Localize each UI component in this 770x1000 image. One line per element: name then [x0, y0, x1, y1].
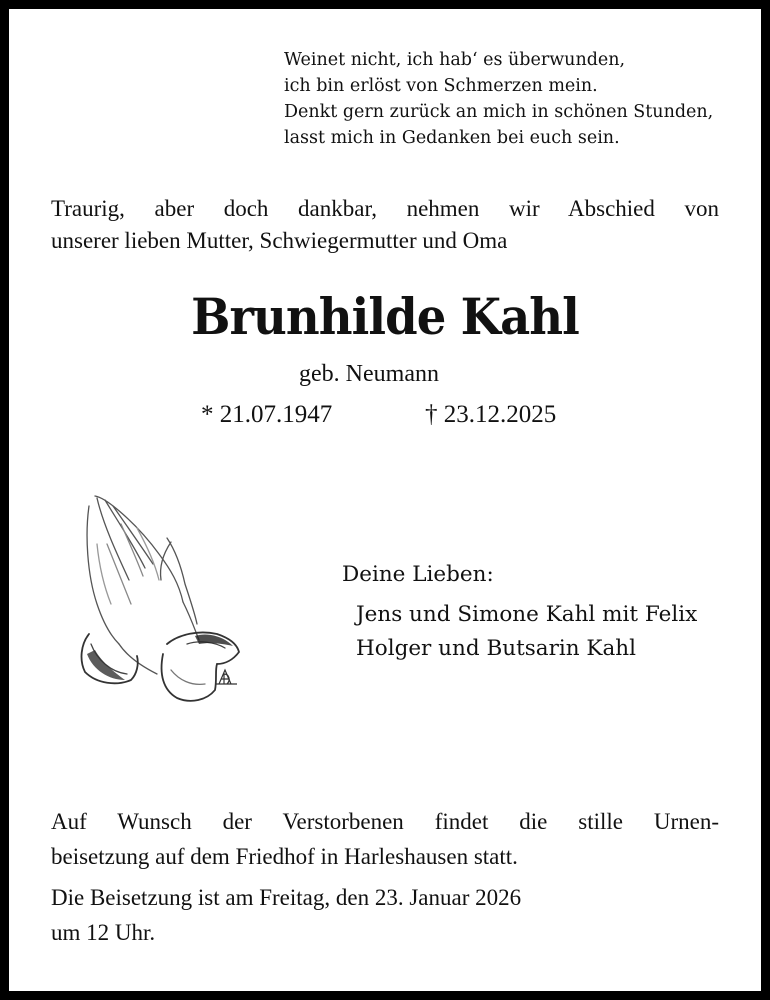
praying-hands-icon [67, 484, 257, 714]
mourner-name: Holger und Butsarin Kahl [356, 636, 637, 661]
closing-line: beisetzung auf dem Friedhof in Harleshausen statt. [51, 844, 518, 869]
burial-line: um 12 Uhr. [51, 920, 156, 945]
mourners-heading: Deine Lieben: [342, 562, 494, 587]
poem-line: Denkt gern zurück an mich in schönen Stunden, [284, 102, 714, 122]
intro-line: unserer lieben Mutter, Schwiegermutter und Oma [51, 228, 508, 253]
closing-line: Auf Wunsch der Verstorbenen findet die stille Urnen- [51, 809, 719, 834]
poem-line: Weinet nicht, ich hab‘ es überwunden, [284, 50, 626, 70]
maiden-name: geb. Neumann [299, 361, 439, 387]
birth-date: * 21.07.1947 [201, 401, 333, 428]
intro-line: Traurig, aber doch dankbar, nehmen wir Abschied von [51, 196, 719, 221]
maiden-name-wrap [9, 361, 761, 388]
intro-text [51, 193, 719, 257]
deceased-name: Brunhilde Kahl [191, 287, 579, 346]
closing-text [51, 804, 719, 950]
death-date: † 23.12.2025 [425, 401, 557, 428]
mourner-name: Jens und Simone Kahl mit Felix [356, 602, 698, 627]
poem-line: lasst mich in Gedanken bei euch sein. [284, 128, 620, 148]
burial-line: Die Beisetzung ist am Freitag, den 23. Januar 2026 [51, 885, 522, 910]
poem-line: ich bin erlöst von Schmerzen mein. [284, 76, 598, 96]
poem [284, 47, 713, 151]
obituary-notice [9, 9, 761, 991]
